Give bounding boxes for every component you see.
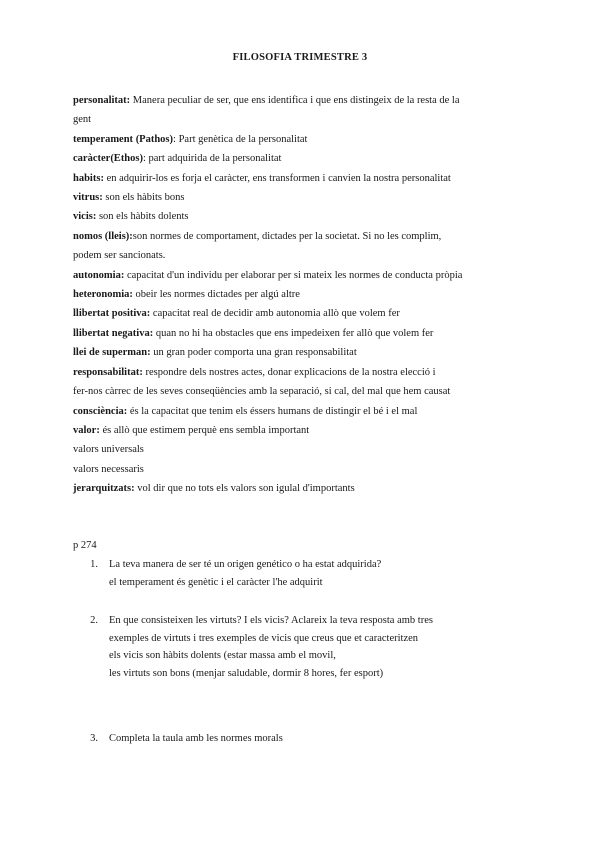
question-text-line: [73, 612, 543, 630]
page-title: FILOSOFIA TRIMESTRE 3: [232, 52, 368, 63]
glossary-term-suffix: (Pathos): [133, 133, 174, 145]
glossary-term-suffix: :: [146, 308, 151, 320]
glossary-definition: quan no hi ha obstacles que ens impedeixen fer allò que volem fer: [153, 327, 434, 339]
glossary-term-suffix: :: [96, 424, 100, 436]
glossary-definition-continuation: fer-nos càrrec de les seves conseqüències amb la separació, si cal, del mal que hem causat: [73, 386, 451, 398]
glossary-term-suffix: :: [126, 95, 131, 106]
question-text: exemples de virtuts i tres exemples de vicis que creus que et caracteritzen: [109, 632, 419, 644]
glossary-term-suffix: :: [92, 211, 97, 223]
glossary-entry: [73, 402, 543, 421]
glossary-term: responsabilitat: [73, 366, 140, 378]
glossary-entry: [73, 207, 543, 226]
glossary-entry: [73, 460, 543, 479]
glossary-term-suffix: :: [100, 172, 104, 184]
glossary-term: valor: [73, 424, 97, 436]
glossary-term-suffix: :: [129, 230, 133, 242]
glossary-entry: [73, 363, 543, 382]
glossary-entry: [73, 130, 543, 149]
glossary-term: nomos (lleis): [73, 230, 130, 242]
glossary-entry: [73, 343, 543, 362]
glossary-definition: vol dir que no tots els valors son igulal d'importants: [134, 483, 355, 495]
question-text-line: [73, 556, 543, 574]
glossary-entry: [73, 149, 543, 168]
page-reference: p 274: [73, 540, 97, 551]
glossary-definition: en adquirir-los es forja el caràcter, ens transformen i canvien la nostra personalitat: [103, 172, 451, 184]
glossary-term: jerarquitzats: [73, 483, 132, 495]
glossary-definition: : part adquirida de la personalitat: [142, 153, 282, 165]
glossary-entry: [73, 324, 543, 343]
glossary-term: llei de superman: [73, 347, 148, 359]
glossary-term-suffix: :: [120, 269, 125, 281]
glossary-entry: [73, 285, 543, 304]
question-text-line: [73, 630, 543, 648]
glossary-term: vicis: [73, 211, 93, 223]
glossary-term: vitrus: [73, 192, 100, 204]
glossary-entry: [73, 440, 543, 459]
glossary-entry: [73, 421, 543, 440]
glossary-definition: valors universals: [73, 444, 144, 456]
glossary-definition: capacitat d'un individu per elaborar per si mateix les normes de conducta pròpia: [124, 269, 463, 281]
glossary-definition: un gran poder comporta una gran responsabilitat: [150, 347, 357, 359]
glossary-definition: valors necessaris: [73, 463, 144, 475]
question-text: Completa la taula amb les normes morals: [109, 733, 283, 744]
glossary-term: autonomia: [73, 269, 121, 281]
glossary-entry: [73, 227, 543, 246]
glossary-term-suffix: :: [147, 347, 151, 359]
answer-text: les virtuts son bons (menjar saludable, dormir 8 hores, fer esport): [109, 667, 384, 679]
question-3: [73, 730, 543, 748]
glossary-term-suffix: (Ethos): [110, 153, 143, 165]
glossary-definition: és allò que estimem perquè ens sembla important: [99, 424, 310, 436]
glossary-entry: [73, 169, 543, 188]
question-text-line: [73, 730, 543, 748]
glossary-term-suffix: :: [123, 405, 128, 417]
answer-text: els vicis son hàbits dolents (estar massa amb el movil,: [109, 650, 336, 661]
question-1: [73, 556, 543, 591]
glossary-definition-continuation: gent: [73, 114, 92, 126]
question-text: En que consisteixen les virtuts? I els vicis? Aclareix la teva resposta amb tres: [109, 615, 433, 626]
glossary-entry: [73, 304, 543, 323]
glossary-definition: capacitat real de decidir amb autonomia allò que volem fer: [150, 308, 400, 320]
glossary-definition: és la capacitat que tenim els éssers humans de distingir el bé i el mal: [127, 405, 418, 417]
glossary-entry: [73, 479, 543, 498]
glossary-term: temperament: [73, 133, 134, 145]
glossary-term: personalitat: [73, 95, 127, 106]
glossary-definition: obeir les normes dictades per algú altre: [132, 289, 300, 301]
glossary-term: llibertat negativa: [73, 327, 150, 339]
glossary-entry: [73, 91, 543, 110]
glossary-term: habits: [73, 172, 101, 184]
glossary-definition: son els hàbits bons: [102, 192, 185, 204]
glossary-definition: respondre dels nostres actes, donar explicacions de la nostra elecció i: [142, 366, 436, 378]
glossary-term: heteronomia: [73, 289, 130, 301]
glossary-term-suffix: :: [149, 327, 154, 339]
glossary-term: caràcter: [73, 153, 111, 165]
question-number: 2.: [90, 615, 98, 626]
glossary-definition: : Part genètica de la personalitat: [173, 133, 308, 145]
answer-text: el temperament és genètic i el caràcter l'he adquirit: [109, 576, 323, 588]
question-number: 3.: [90, 733, 98, 744]
glossary-definition-continuation: podem ser sancionats.: [73, 250, 166, 262]
glossary-definition: son els hàbits dolents: [96, 211, 189, 223]
question-2: [73, 612, 543, 682]
glossary-term-suffix: :: [131, 483, 135, 495]
glossary-term-suffix: :: [139, 366, 143, 378]
question-number: 1.: [90, 559, 98, 570]
glossary-term: consciència: [73, 405, 124, 417]
glossary-definition: Manera peculiar de ser, que ens identifica i que ens distingeix de la resta de la: [130, 95, 460, 106]
glossary-term-suffix: :: [99, 192, 103, 204]
glossary-entry: [73, 188, 543, 207]
glossary-term-suffix: :: [129, 289, 133, 301]
glossary-entry: [73, 266, 543, 285]
question-text: La teva manera de ser té un origen genético o ha estat adquirida?: [109, 559, 382, 570]
glossary: [73, 91, 543, 499]
glossary-term: llibertat positiva: [73, 308, 147, 320]
glossary-definition: son normes de comportament, dictades per la societat. Si no les complim,: [132, 230, 442, 242]
